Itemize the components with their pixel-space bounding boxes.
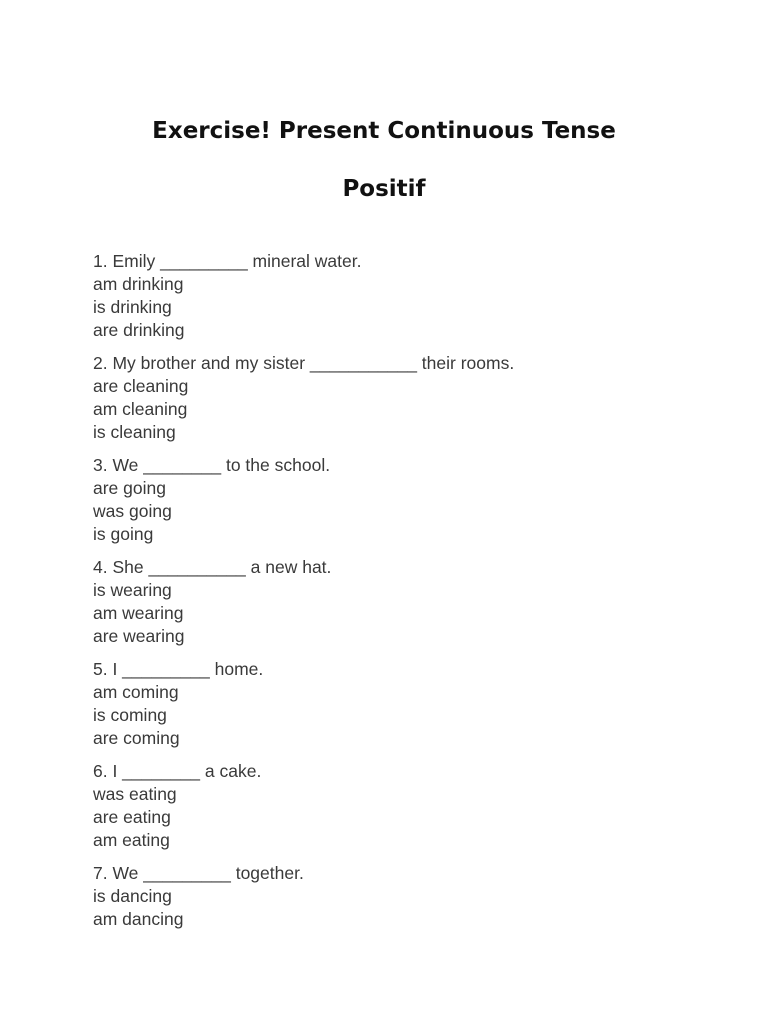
question-item xyxy=(93,250,713,342)
question-item xyxy=(93,862,713,931)
answer-option: is coming xyxy=(93,705,167,725)
page-subtitle: Positif xyxy=(342,176,426,202)
answer-option: are going xyxy=(93,478,166,498)
answer-option: was going xyxy=(93,501,172,521)
page-title: Exercise! Present Continuous Tense xyxy=(152,118,616,144)
answer-option: is drinking xyxy=(93,297,172,317)
answer-option: is dancing xyxy=(93,886,172,906)
question-stem: 1. Emily _________ mineral water. xyxy=(93,251,362,271)
answer-option: was eating xyxy=(93,784,177,804)
answer-option: are cleaning xyxy=(93,376,189,396)
question-item xyxy=(93,658,713,750)
answer-option: am coming xyxy=(93,682,179,702)
answer-option: are drinking xyxy=(93,320,185,340)
answer-option: is going xyxy=(93,524,154,544)
answer-option: am cleaning xyxy=(93,399,188,419)
answer-option: is wearing xyxy=(93,580,172,600)
question-item xyxy=(93,556,713,648)
question-stem: 6. I ________ a cake. xyxy=(93,761,262,781)
question-stem: 3. We ________ to the school. xyxy=(93,455,331,475)
answer-option: are wearing xyxy=(93,626,185,646)
question-item xyxy=(93,352,713,444)
question-stem: 7. We _________ together. xyxy=(93,863,304,883)
question-item xyxy=(93,760,713,852)
answer-option: is cleaning xyxy=(93,422,176,442)
question-stem: 5. I _________ home. xyxy=(93,659,264,679)
answer-option: are coming xyxy=(93,728,180,748)
answer-option: am dancing xyxy=(93,909,184,929)
question-stem: 4. She __________ a new hat. xyxy=(93,557,332,577)
answer-option: am drinking xyxy=(93,274,184,294)
answer-option: are eating xyxy=(93,807,171,827)
question-list xyxy=(93,250,713,941)
question-item xyxy=(93,454,713,546)
question-stem: 2. My brother and my sister ___________ their rooms. xyxy=(93,353,515,373)
answer-option: am wearing xyxy=(93,603,184,623)
answer-option: am eating xyxy=(93,830,170,850)
